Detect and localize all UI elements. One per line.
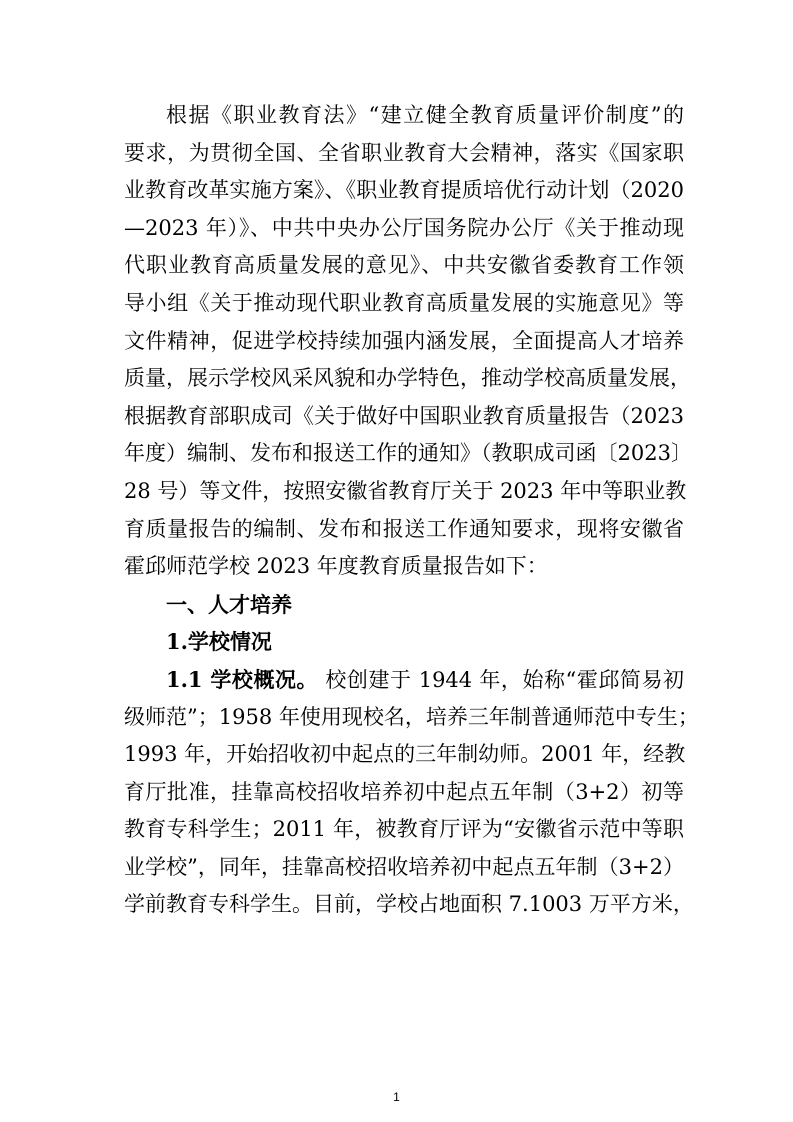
section-heading: 一、人才培养 [166,591,292,617]
body-line: 28 号）等文件，按照安徽省教育厅关于 2023 年中等职业教 [124,478,687,503]
body-line: 导小组《关于推动现代职业教育高质量发展的实施意见》等 [124,290,684,315]
body-line: 霍邱师范学校 2023 年度教育质量报告如下： [124,554,548,579]
body-line: 学前教育专科学生。目前，学校占地面积 7.1003 万平方米， [124,892,694,917]
body-line: 根据教育部职成司《关于做好中国职业教育质量报告（2023 [124,403,684,428]
body-line: 业学校”，同年，挂靠高校招收培养初中起点五年制（3+2） [124,854,684,879]
body-line: 要求，为贯彻全国、全省职业教育大会精神，落实《国家职 [124,140,684,165]
paragraph-label: 1.1 学校概况。 [166,666,319,692]
document-body [124,97,699,924]
body-line: 年度）编制、发布和报送工作的通知》（教职成司函〔2023〕 [124,441,692,466]
paragraph-first-line [124,661,684,699]
paragraph-text: 校创建于 1944 年，始称“霍邱简易初 [318,667,684,692]
body-line: 育厅批准，挂靠高校招收培养初中起点五年制（3+2）初等 [124,779,684,804]
body-line: 教育专科学生；2011 年，被教育厅评为“安徽省示范中等职 [124,817,684,842]
body-line: 育质量报告的编制、发布和报送工作通知要求，现将安徽省 [124,516,684,541]
page-number: 1 [393,1090,400,1104]
body-line: 级师范”；1958 年使用现校名，培养三年制普通师范中专生； [124,704,699,729]
body-line: 1993 年，开始招收初中起点的三年制幼师。2001 年，经教 [124,742,686,767]
body-line: 代职业教育高质量发展的意见》、中共安徽省委教育工作领 [124,253,684,278]
body-line: 文件精神，促进学校持续加强内涵发展，全面提高人才培养 [124,328,684,353]
body-line: 根据《职业教育法》“建立健全教育质量评价制度”的 [166,103,684,127]
body-line: 质量，展示学校风采风貌和办学特色，推动学校高质量发展， [124,366,691,391]
body-line: 业教育改革实施方案》、《职业教育提质培优行动计划（2020 [124,178,684,203]
subsection-heading: 1.学校情况 [166,629,272,655]
body-line: —2023 年）》、中共中央办公厅国务院办公厅《关于推动现 [124,215,684,240]
